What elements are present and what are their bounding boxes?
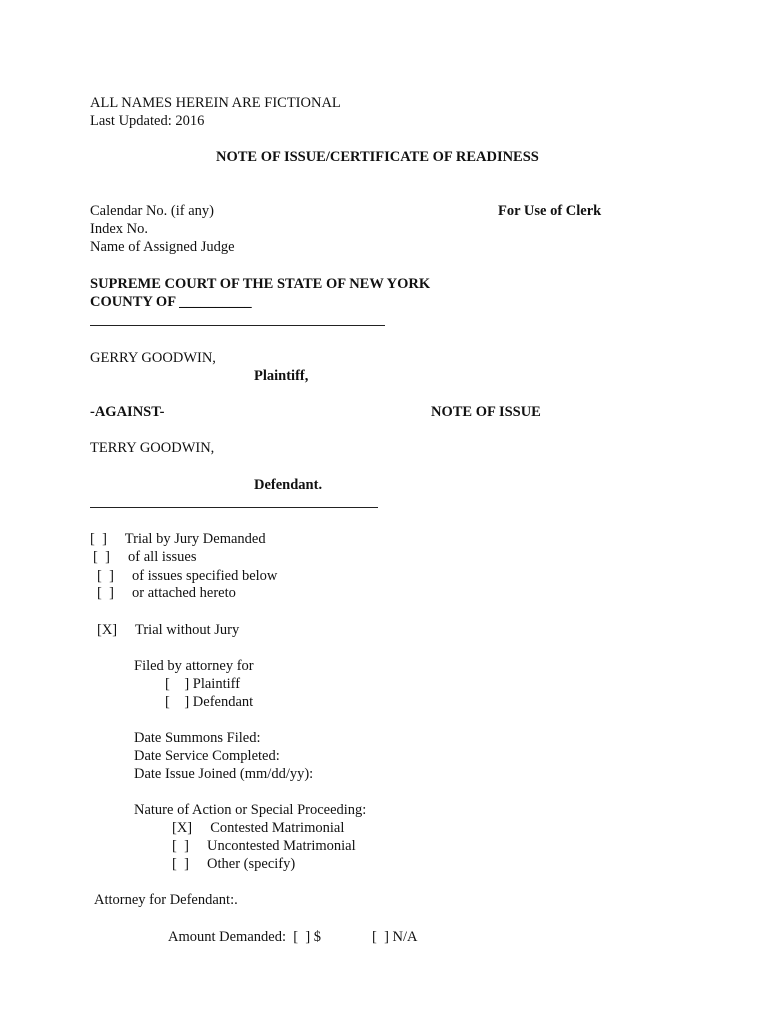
fictional-names-notice: ALL NAMES HEREIN ARE FICTIONAL [90, 95, 341, 111]
against-label: -AGAINST- [90, 404, 165, 420]
contested-matrimonial-checkbox: [X] Contested Matrimonial [172, 820, 345, 836]
calendar-number-label: Calendar No. (if any) [90, 203, 215, 219]
caption-top-rule [90, 325, 385, 326]
attorney-for-defendant-label: Attorney for Defendant:. [94, 892, 238, 908]
jury-demanded-checkbox: [ ] Trial by Jury Demanded [90, 531, 266, 547]
assigned-judge-label: Name of Assigned Judge [90, 239, 235, 255]
specified-issues-checkbox: [ ] of issues specified below [97, 568, 278, 584]
county-line: COUNTY OF __________ [90, 294, 252, 310]
plaintiff-role: Plaintiff, [254, 368, 309, 384]
nature-of-action-heading: Nature of Action or Special Proceeding: [134, 802, 367, 818]
trial-without-jury-checkbox: [X] Trial without Jury [97, 622, 240, 638]
date-service-completed-label: Date Service Completed: [134, 748, 280, 764]
document-title: NOTE OF ISSUE/CERTIFICATE OF READINESS [216, 149, 539, 165]
last-updated: Last Updated: 2016 [90, 113, 205, 129]
attached-issues-checkbox: [ ] or attached hereto [97, 585, 236, 601]
date-issue-joined-label: Date Issue Joined (mm/dd/yy): [134, 766, 314, 782]
court-name: SUPREME COURT OF THE STATE OF NEW YORK [90, 276, 431, 292]
all-issues-checkbox: [ ] of all issues [93, 549, 197, 565]
plaintiff-name: GERRY GOODWIN, [90, 350, 216, 366]
caption-bottom-rule [90, 507, 378, 508]
filed-by-label: Filed by attorney for [134, 658, 254, 674]
index-number-label: Index No. [90, 221, 148, 237]
clerk-use-label: For Use of Clerk [498, 203, 602, 219]
filed-by-plaintiff-checkbox: [ ] Plaintiff [165, 676, 241, 692]
defendant-role: Defendant. [254, 477, 323, 493]
defendant-name: TERRY GOODWIN, [90, 440, 215, 456]
date-summons-filed-label: Date Summons Filed: [134, 730, 261, 746]
note-of-issue-label: NOTE OF ISSUE [431, 404, 541, 420]
amount-demanded-label: Amount Demanded: [ ] $ [168, 929, 322, 945]
uncontested-matrimonial-checkbox: [ ] Uncontested Matrimonial [172, 838, 356, 854]
filed-by-defendant-checkbox: [ ] Defendant [165, 694, 254, 710]
other-specify-checkbox: [ ] Other (specify) [172, 856, 296, 872]
amount-na-checkbox: [ ] N/A [372, 929, 418, 945]
